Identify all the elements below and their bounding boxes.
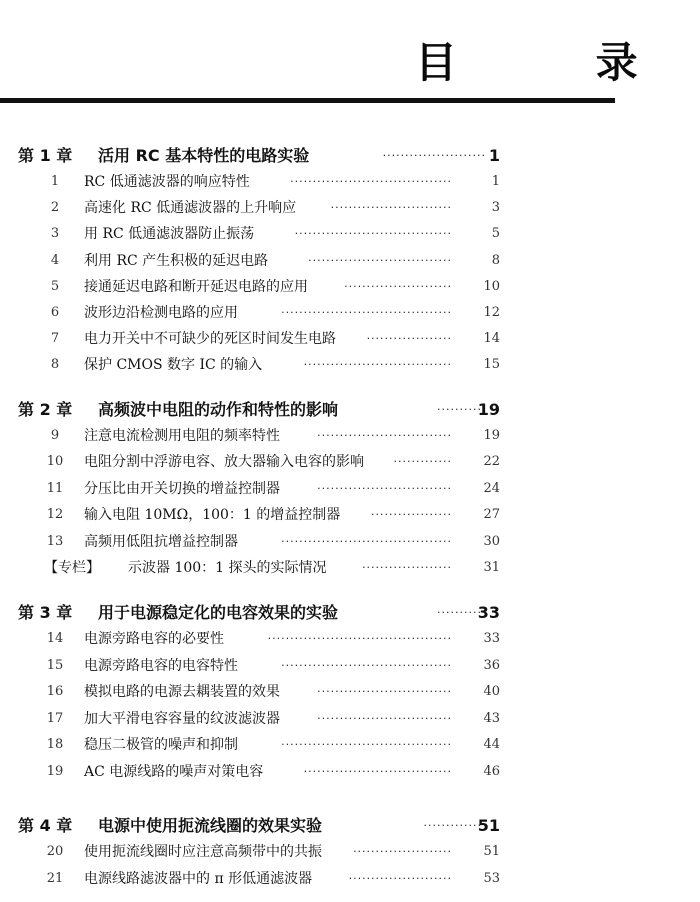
- chapter-dot-leader: ·······················: [382, 149, 486, 162]
- dot-leader: ································: [308, 253, 452, 267]
- section-page: 30: [483, 533, 500, 549]
- chapter-page: 19: [477, 400, 500, 419]
- section-title: 使用扼流线圈时应注意高频带中的共振: [84, 844, 322, 860]
- section-number: 12: [46, 507, 64, 523]
- section-number: 7: [50, 331, 60, 347]
- section-title: 高速化 RC 低通滤波器的上升响应: [84, 200, 297, 217]
- section-row: [0, 759, 615, 785]
- chapter-label: 第 1 章: [18, 146, 73, 165]
- chapter-label: 第 2 章: [18, 400, 73, 419]
- dot-leader: ······························: [317, 685, 452, 699]
- chapter-row: [0, 397, 615, 423]
- chapter-page: 33: [477, 603, 500, 622]
- dot-leader: ····················: [362, 561, 452, 574]
- section-title: 输入电阻 10MΩ，100：1 的增益控制器: [84, 507, 341, 524]
- section-title: AC 电源线路的噪声对策电容: [84, 764, 264, 780]
- chapter-page: 51: [477, 816, 500, 835]
- chapter-dot-leader: ··········: [437, 403, 482, 416]
- dot-leader: ························: [344, 279, 452, 293]
- section-title: 稳压二极管的噪声和抑制: [84, 737, 238, 754]
- dot-leader: ···························: [330, 201, 452, 215]
- dot-leader: ······························: [317, 711, 452, 725]
- chapter-title: 活用 RC 基本特性的电路实验: [98, 146, 310, 165]
- section-number: 1: [50, 174, 60, 189]
- section-number: 3: [50, 226, 60, 242]
- dot-leader: ······························: [317, 481, 452, 495]
- section-title: 电源线路滤波器中的 π 形低通滤波器: [84, 870, 313, 887]
- section-title: 利用 RC 产生积极的延迟电路: [84, 252, 269, 269]
- section-row: [0, 248, 615, 274]
- section-number: 10: [46, 454, 64, 470]
- section-title: 加大平滑电容容量的纹波滤波器: [84, 710, 280, 727]
- section-title: RC 低通滤波器的响应特性: [84, 174, 250, 190]
- title-rule: [0, 98, 615, 103]
- section-row: [0, 476, 615, 502]
- dot-leader: ······························: [317, 429, 452, 442]
- column-label: 【专栏】: [44, 560, 100, 576]
- chapter-label: 第 4 章: [18, 816, 73, 835]
- section-row: [0, 274, 615, 300]
- section-number: 6: [50, 305, 60, 320]
- section-row: [0, 529, 615, 555]
- section-row: [0, 653, 615, 679]
- section-title: 高频用低阻抗增益控制器: [84, 533, 238, 550]
- section-page: 12: [483, 305, 500, 320]
- section-page: 46: [483, 764, 500, 779]
- section-row: [0, 626, 615, 652]
- section-page: 51: [483, 844, 500, 859]
- section-page: 10: [483, 278, 500, 294]
- dot-leader: ······································: [281, 306, 452, 319]
- section-title: 电源旁路电容的电容特性: [84, 657, 238, 674]
- section-page: 24: [483, 480, 500, 496]
- section-number: 15: [46, 657, 64, 673]
- section-number: 5: [50, 278, 60, 294]
- section-number: 11: [46, 480, 64, 496]
- dot-leader: ·········································: [267, 632, 452, 645]
- section-number: 17: [46, 710, 64, 726]
- section-page: 3: [491, 200, 500, 216]
- section-row: [0, 449, 615, 475]
- dot-leader: ·······················: [348, 871, 452, 885]
- section-page: 19: [483, 428, 500, 443]
- section-number: 4: [50, 252, 60, 268]
- section-page: 22: [483, 454, 500, 470]
- chapter-dot-leader: ··········: [437, 606, 482, 619]
- section-number: 20: [46, 844, 64, 859]
- dot-leader: ·································: [303, 358, 452, 372]
- column-title: 示波器 100：1 探头的实际情况: [128, 560, 327, 576]
- section-number: 2: [50, 200, 60, 216]
- section-title: 保护 CMOS 数字 IC 的输入: [84, 357, 263, 374]
- section-row: [0, 839, 615, 865]
- section-title: 注意电流检测用电阻的频率特性: [84, 428, 280, 444]
- section-title: 接通延迟电路和断开延迟电路的应用: [84, 278, 308, 295]
- dot-leader: ·································: [303, 765, 452, 778]
- section-page: 53: [483, 870, 500, 886]
- section-row: [0, 423, 615, 449]
- dot-leader: ··················: [371, 508, 452, 522]
- section-number: 16: [46, 684, 64, 700]
- section-row: [0, 300, 615, 326]
- section-page: 15: [483, 357, 500, 373]
- section-row: [0, 706, 615, 732]
- section-row: [0, 195, 615, 221]
- column-page: 31: [483, 560, 500, 575]
- section-number: 19: [46, 764, 64, 779]
- page-title: 目 录: [415, 38, 700, 87]
- section-page: 44: [483, 737, 500, 753]
- section-page: 14: [483, 331, 500, 347]
- chapter-page: 1: [488, 146, 500, 165]
- dot-leader: ······································: [281, 738, 452, 752]
- section-row: [0, 502, 615, 528]
- section-row: [0, 679, 615, 705]
- section-title: 电力开关中不可缺少的死区时间发生电路: [84, 331, 336, 348]
- section-page: 1: [491, 174, 500, 189]
- chapter-title: 用于电源稳定化的电容效果的实验: [98, 603, 339, 622]
- section-title: 分压比由开关切换的增益控制器: [84, 480, 280, 497]
- section-title: 模拟电路的电源去耦装置的效果: [84, 684, 280, 701]
- section-title: 电源旁路电容的必要性: [84, 631, 224, 647]
- section-page: 36: [483, 657, 500, 673]
- section-row: [0, 169, 615, 195]
- section-number: 8: [50, 357, 60, 373]
- dot-leader: ······················: [353, 845, 452, 858]
- chapter-row: [0, 813, 615, 839]
- section-page: 33: [483, 631, 500, 646]
- section-number: 14: [46, 631, 64, 646]
- section-number: 13: [46, 533, 64, 549]
- section-title: 波形边沿检测电路的应用: [84, 305, 238, 321]
- chapter-label: 第 3 章: [18, 603, 73, 622]
- chapter-title: 高频波中电阻的动作和特性的影响: [98, 400, 339, 419]
- section-page: 43: [483, 710, 500, 726]
- section-number: 21: [46, 870, 64, 886]
- dot-leader: ···················: [366, 332, 452, 346]
- section-title: 用 RC 低通滤波器防止振荡: [84, 226, 255, 243]
- chapter-title: 电源中使用扼流线圈的效果实验: [98, 816, 323, 835]
- section-row: [0, 352, 615, 378]
- chapter-row: [0, 143, 615, 169]
- section-page: 5: [491, 226, 500, 242]
- section-page: 8: [491, 252, 500, 268]
- dot-leader: ······································: [281, 534, 452, 548]
- section-number: 18: [46, 737, 64, 753]
- dot-leader: ····································: [290, 175, 452, 188]
- section-row: [0, 866, 615, 892]
- section-page: 27: [483, 507, 500, 523]
- section-number: 9: [50, 428, 60, 443]
- dot-leader: ······································: [281, 658, 452, 672]
- section-row: [0, 732, 615, 758]
- dot-leader: ·············: [393, 455, 452, 469]
- section-page: 40: [483, 684, 500, 700]
- section-row: [0, 221, 615, 247]
- section-title: 电阻分割中浮游电容、放大器输入电容的影响: [84, 454, 364, 471]
- column-row: [0, 555, 615, 581]
- chapter-dot-leader: ·············: [423, 819, 482, 832]
- dot-leader: ···································: [294, 227, 452, 241]
- section-row: [0, 326, 615, 352]
- chapter-row: [0, 600, 615, 626]
